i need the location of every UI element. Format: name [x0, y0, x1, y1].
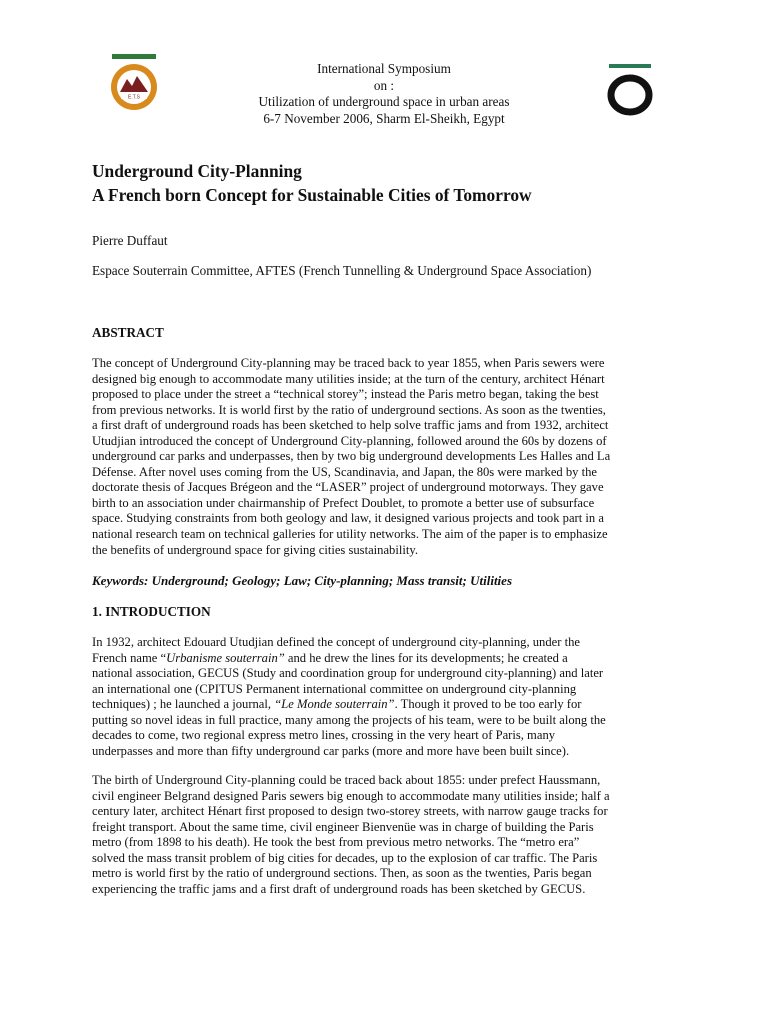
text-line: experiencing the traffic jams and a first draft of underground roads has been sketched by GECUS.	[92, 881, 586, 896]
author-affiliation: Espace Souterrain Committee, AFTES (French Tunnelling & Underground Space Association)	[92, 263, 592, 278]
intro-paragraph-1	[92, 635, 678, 759]
logo-text: E.T.S	[128, 94, 140, 101]
italic-term: “Le Monde souterrain”	[274, 697, 395, 712]
text-line: In 1932, architect Edouard Utudjian defined the concept of underground city-planning, under the	[92, 635, 580, 649]
text-line: metro is world first by the ratio of underground sections. Then, as soon as the twenties, Paris began	[92, 866, 592, 881]
text-line: The birth of Underground City-planning could be traced back about 1855: under prefect Haussmann,	[92, 773, 601, 787]
ets-logo-icon	[106, 54, 162, 112]
keywords: Keywords: Underground; Geology; Law; City-planning; Mass transit; Utilities	[92, 573, 512, 588]
text-line: freight transport. About the same time, civil engineer Bienvenüe was in charge of building the Paris	[92, 819, 594, 834]
abstract-body	[92, 356, 678, 558]
text-line: Utudjian introduced the concept of Underground City-planning, followed around the 60s by dozens of	[92, 433, 607, 448]
text-line: century later, architect Hénart first proposed to design two-storey streets, with narrow gauge tracks for	[92, 804, 608, 819]
introduction-heading: 1. INTRODUCTION	[92, 604, 211, 619]
logo-bar	[112, 54, 156, 59]
text-line: underpasses and more than fifty underground car parks (more and more have been built since).	[92, 743, 570, 758]
text-line: designed big enough to accommodate many utilities inside; at the turn of the century, architect Hénart	[92, 371, 605, 386]
text-line: The concept of Underground City-planning may be traced back to year 1855, when Paris sewers were	[92, 356, 605, 370]
text-line: the benefits of underground space for giving cities sustainability.	[92, 542, 418, 557]
text-line: a first draft of underground roads has been sketched to help solve traffic jams and from 1932, architect	[92, 418, 609, 433]
text-line: national association, GECUS (Study and coordination group for underground city-planning) and later	[92, 666, 604, 681]
text-line: an international one (CPITUS Permanent international committee on underground city-planning	[92, 681, 577, 696]
text-line: solved the mass transit problem of big cities for decades, up to the explosion of car traffic. The Paris	[92, 850, 598, 865]
logo-ring	[611, 78, 649, 112]
text-span: and he drew the lines for its developments; he created a	[284, 650, 568, 665]
header-line: on :	[373, 77, 395, 93]
text-line	[92, 697, 678, 713]
text-span: French name “	[92, 650, 167, 665]
text-span: techniques) ; he launched a journal,	[92, 697, 275, 712]
text-line: doctorate thesis of Jacques Brégeon and the “LASER” project of underground motorways. They gave	[92, 480, 604, 495]
italic-term: Urbanisme souterrain”	[166, 650, 285, 665]
paper-title	[92, 159, 532, 207]
text-line: Défense. After novel uses coming from the US, Scandinavia, and Japan, the 80s were marked by the	[92, 464, 598, 479]
symposium-header	[200, 61, 568, 127]
intro-paragraph-2	[92, 773, 678, 897]
header-line: Utilization of underground space in urban areas	[258, 94, 510, 109]
text-line: national research team on technical galleries for utility networks. The aim of the paper is to emphasize	[92, 527, 608, 542]
text-line: space. Studying constraints from both geology and law, it designed various projects and took part in a	[92, 511, 604, 526]
text-line: civil engineer Belgrand designed Paris sewers big enough to accommodate many utilities inside; half a	[92, 788, 610, 803]
logo-bar	[609, 64, 651, 68]
author-name: Pierre Duffaut	[92, 233, 168, 248]
symposium-logo-icon	[605, 64, 655, 116]
text-line: putting so novel ideas in full practice, many among the projects of his team, were to be built along the	[92, 712, 606, 727]
text-line	[92, 651, 678, 667]
title-line: A French born Concept for Sustainable Cities of Tomorrow	[92, 185, 532, 205]
text-line: proposed to place under the street a “technical storey”; instead the Paris metro began, taking the best	[92, 387, 599, 402]
text-line: metro (from 1898 to his death). He took the best from previous metro networks. The “metro era”	[92, 835, 580, 850]
title-line: Underground City-Planning	[92, 161, 302, 181]
header-line: International Symposium	[317, 61, 451, 76]
text-span: . Though it proved to be too early for	[394, 697, 582, 712]
header-line: 6-7 November 2006, Sharm El-Sheikh, Egypt	[263, 110, 505, 126]
text-line: birth to an association under chairmanship of Prefect Doublet, to promote a better use of subsurface	[92, 495, 595, 510]
abstract-heading: ABSTRACT	[92, 325, 164, 340]
text-line: decades to come, two regional express metro lines, crossing in the very heart of Paris, many	[92, 728, 556, 743]
text-line: from previous networks. It is world first by the ratio of underground sections. As soon as the twenties,	[92, 402, 606, 417]
text-line: underground car parks and underpasses, then by two big underground developments Les Halles and La	[92, 449, 611, 464]
